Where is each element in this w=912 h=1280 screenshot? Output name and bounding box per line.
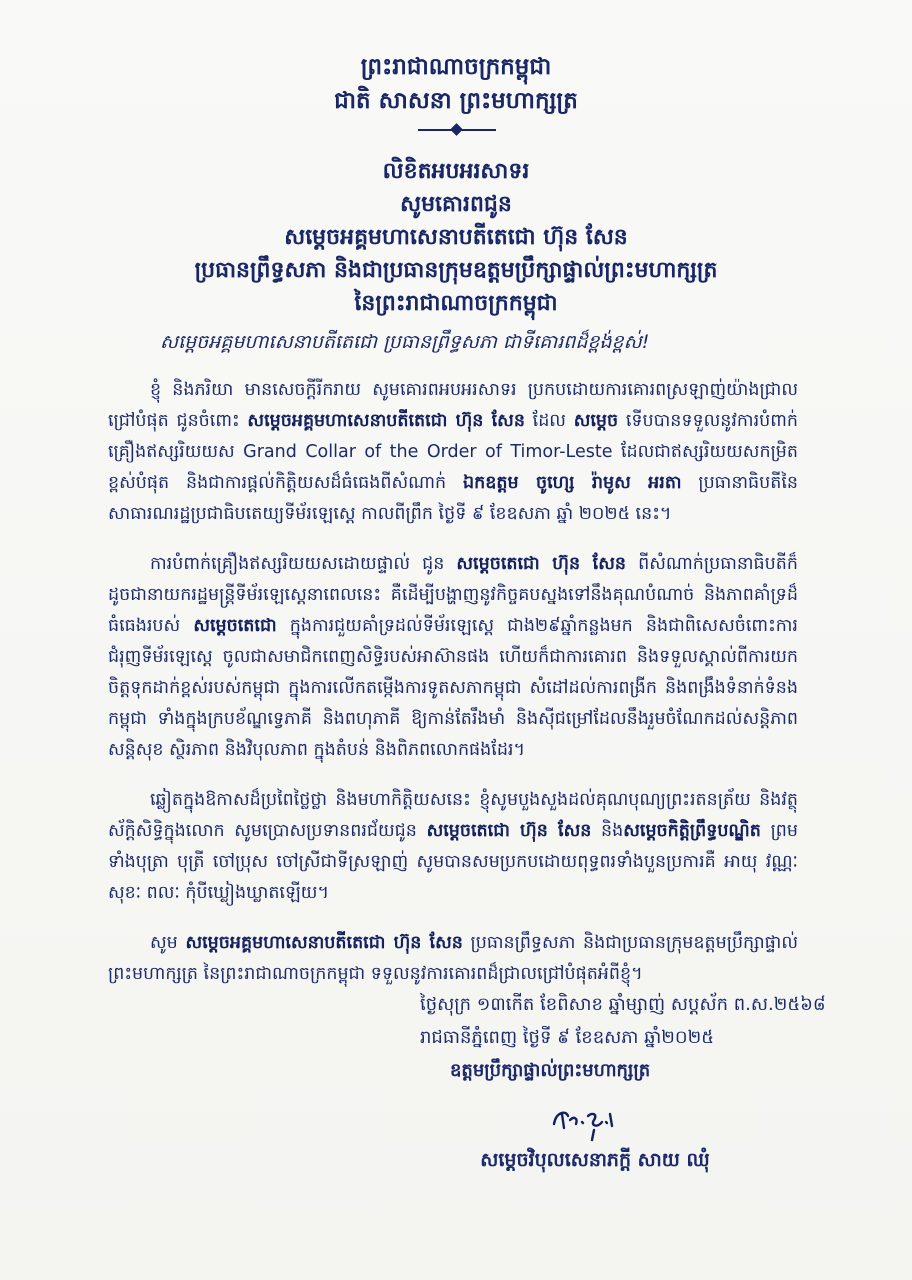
p1-bold-samdech: សម្ដេច (573, 411, 619, 431)
p1-text-e: ទើបបានទទួលនូវការបំពាក់គ្រឿងឥស្សរិយយស Grand Collar of the Order of Timor-Leste ដែលជាឥស្សរិយយសកម្រិតខ្ពស់បំផុត និងជាការផ្ដល់កិត្តិយសដ៏ធំធេងពីសំណាក់ (108, 411, 799, 493)
p2-bold-name: សម្ដេចតេជោ ហ៊ុន សែន (456, 554, 627, 574)
p2-text-e: ក្នុងការជួយគាំទ្រដល់ទីម័រឡេស្ដេ ជាង២៩ឆ្នាំកន្លងមក និងជាពិសេសចំពោះការជំរុញទីម័រឡេស្ដេ ចូលជាសមាជិកពេញសិទ្ធិរបស់អាស៊ានផង ហើយក៏ជាការគោរព និងទទួលស្គាល់ពីការយកចិត្តទុកដាក់ខ្ពស់របស់កម្ពុជា ក្នុងការលើកតម្កើងការទូតសភាកម្ពុជា សំដៅដល់ការពង្រីក និងពង្រឹងទំនាក់ទំនងកម្ពុជា ទាំងក្នុងក្របខ័ណ្ឌទ្វេភាគី និងពហុភាគី ឱ្យកាន់តែរឹងមាំ និងស៊ីជម្រៅដែលនឹងរួមចំណែកដល់សន្តិភាព សន្តិសុខ ស្ថិរភាព និងវិបុលភាព ក្នុងតំបន់ និងពិភពលោកផងដែរ។ (108, 616, 798, 760)
paragraph-3 (108, 785, 798, 909)
p1-text-a: ខ្ញុំ និងភរិយា មានសេចក្ដីរីករាយ សូមគោរពអបអរសាទរ ប្រកបដោយការគោរពស្រឡាញ់យ៉ាងជ្រាលជ្រៅបំផុត ជូនចំពោះ (108, 380, 798, 431)
paragraph-1 (108, 375, 798, 530)
p3-text-a: ឆ្លៀតក្នុងឱកាសដ៏ប្រពៃថ្លៃថ្លា និងមហាកិត្តិយសនេះ ខ្ញុំសូមបួងសួងដល់គុណបុណ្យព្រះរតនត្រ័យ និងវត្ថុស័ក្តិសិទ្ធិក្នុងលោក សូមប្រោសប្រទានពរជ័យជូន (108, 790, 798, 841)
paragraph-4 (108, 928, 798, 990)
place-and-date: រាជធានីភ្នំពេញ ថ្ងៃទី ៩ ខែឧសភា ឆ្នាំ២០២៥ (420, 1027, 715, 1048)
addressee-intro: សូមគោរពជូន (400, 192, 512, 217)
closing-block (420, 988, 840, 1087)
letter-title: លិខិតអបអរសាទរ (382, 159, 530, 184)
p1-bold-name: សម្ដេចអគ្គមហាសេនាបតីតេជោ ហ៊ុន សែន (247, 411, 525, 431)
addressee-name: សម្ដេចអគ្គមហាសេនាបតីតេជោ ហ៊ុន សែន (284, 225, 628, 250)
addressee-title: ប្រធានព្រឹទ្ធសភា និងជាប្រធានក្រុមឧត្តមប្រឹក្សាផ្ទាល់ព្រះមហាក្សត្រ (194, 258, 718, 283)
p2-text-c: ពីសំណាក់ប្រធានាធិបតីក៏ដូចជានាយករដ្ឋមន្ត្រីទីម័រឡេស្ដេនាពេលនេះ គឺដើម្បីបង្ហាញនូវកិច្ចគបស្នងទៅនឹងគុណបំណាច់ និងភាពគាំទ្រដ៏ធំធេងរបស់ (108, 554, 798, 636)
p3-bold-spouse: សម្ដេចកិត្តិព្រឹទ្ធបណ្ឌិត (623, 821, 761, 841)
p3-bold-name: សម្ដេចតេជោ ហ៊ុន សែន (426, 821, 592, 841)
paragraph-2 (108, 549, 798, 766)
kingdom-header (0, 50, 912, 118)
signer-name: សម្ដេចវិបុលសេនាភក្ដី សាយ ឈុំ (480, 1149, 710, 1171)
p4-text-a: សូម (150, 933, 186, 953)
p2-text-a: ការបំពាក់គ្រឿងឥស្សរិយយសដោយផ្ទាល់ ជូន (150, 554, 457, 574)
letter-title-block (0, 155, 912, 320)
ornament-divider (418, 124, 496, 136)
p4-text-c: ប្រធានព្រឹទ្ធសភា និងជាប្រធានក្រុមឧត្តមប្រឹក្សាផ្ទាល់ព្រះមហាក្សត្រ នៃព្រះរាជាណាចក្រកម្ពុជា ទទួលនូវការគោរពដ៏ជ្រាលជ្រៅបំផុតអំពីខ្ញុំ។ (108, 933, 799, 984)
p3-text-c: និង (591, 821, 624, 841)
p1-bold-president: ឯកឧត្ដម ចូហ្សេ រ៉ាមូស អរតា (463, 473, 682, 493)
national-motto: ជាតិ សាសនា ព្រះមហាក្សត្រ (334, 88, 578, 114)
p3-text-e: ព្រមទាំងបុត្រា បុត្រី ចៅប្រុស ចៅស្រីជាទីស្រឡាញ់ សូមបានសមប្រកបដោយពុទ្ធពរទាំងបួនប្រការគឺ អាយុ វណ្ណៈ សុខៈ ពលៈ កុំបីឃ្លៀងឃ្លាតឡើយ។ (108, 821, 798, 903)
p4-bold-name: សម្ដេចអគ្គមហាសេនាបតីតេជោ ហ៊ុន សែន (185, 933, 463, 953)
salutation: សម្ដេចអគ្គមហាសេនាបតីតេជោ ប្រធានព្រឹទ្ធសភា ជាទីគោរពដ៏ខ្ពង់ខ្ពស់! (160, 331, 650, 353)
divider-diamond-icon (450, 123, 463, 136)
lunar-date: ថ្ងៃសុក្រ ១៣កើត ខែពិសាខ ឆ្នាំម្សាញ់ សប្តស័ក ព.ស.២៥៦៨ (420, 994, 826, 1015)
kingdom-name: ព្រះរាជាណាចក្រកម្ពុជា (360, 54, 552, 80)
addressee-country: នៃព្រះរាជាណាចក្រកម្ពុជា (354, 291, 558, 316)
handwritten-signature-icon (548, 1102, 628, 1142)
p2-bold-techo: សម្ដេចតេជោ (193, 616, 277, 636)
p1-text-g: ប្រធានាធិបតីនៃសាធារណរដ្ឋប្រជាធិបតេយ្យទីម័រឡេស្ដេ កាលពីព្រឹក ថ្ងៃទី ៩ ខែឧសភា ឆ្នាំ ២០២៥ នេះ។ (108, 473, 798, 524)
letter-body (108, 375, 798, 1009)
p1-text-c: ដែល (524, 411, 574, 431)
signer-position: ឧត្តមប្រឹក្សាផ្ទាល់ព្រះមហាក្សត្រ (450, 1060, 651, 1081)
